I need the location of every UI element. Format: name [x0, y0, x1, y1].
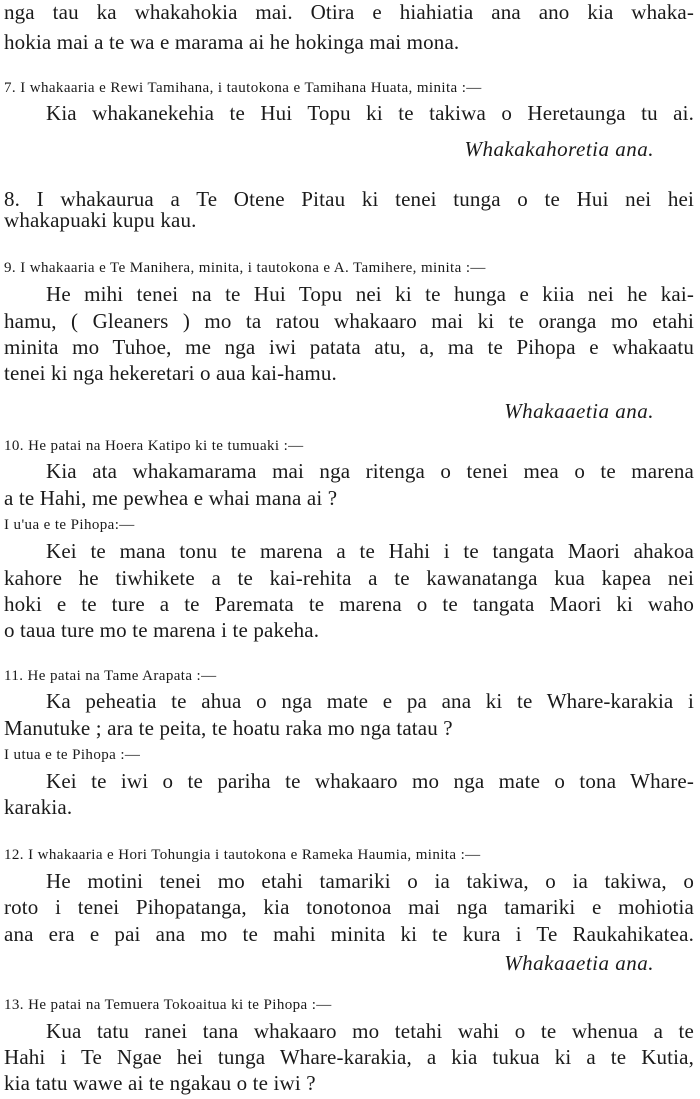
item-9-motion: He mihi tenei na te Hui Topu nei ki te hunga e kiia nei he kai-	[46, 282, 694, 306]
paragraph-line: nga tau ka whakahokia mai. Otira e hiahiatia ana ano kia whaka-	[4, 0, 694, 24]
item-10-heading: 10. He patai na Hoera Katipo ki te tumuaki :—	[4, 438, 304, 454]
item-10-question: Kia ata whakamarama mai nga ritenga o tenei mea o te marena	[46, 459, 694, 483]
item-7-result: Whakakahoretia ana.	[464, 137, 654, 161]
item-12-motion: He motini tenei mo etahi tamariki o ia takiwa, o ia takiwa, o	[46, 869, 694, 893]
item-10-question: a te Hahi, me pewhea e whai mana ai ?	[4, 486, 338, 510]
item-11-answer: Kei te iwi o te pariha te whakaaro mo nga mate o tona Whare-	[46, 769, 694, 793]
item-13-question: kia tatu wawe ai te ngakau o te iwi ?	[4, 1071, 316, 1095]
item-7-heading: 7. I whakaaria e Rewi Tamihana, i tautokona e Tamihana Huata, minita :—	[4, 80, 482, 96]
item-12-heading: 12. I whakaaria e Hori Tohungia i tautokona e Rameka Haumia, minita :—	[4, 847, 481, 863]
item-9-result: Whakaaetia ana.	[504, 399, 654, 423]
item-8-text: whakapuaki kupu kau.	[4, 208, 197, 232]
item-10-answer: Kei te mana tonu te marena a te Hahi i te tangata Maori ahakoa	[46, 539, 694, 563]
item-13-heading: 13. He patai na Temuera Tokoaitua ki te Pihopa :—	[4, 997, 332, 1013]
item-13-question: Kua tatu ranei tana whakaaro mo tetahi wahi o te whenua a te	[46, 1019, 694, 1043]
item-11-answer-heading: I utua e te Pihopa :—	[4, 747, 141, 763]
item-11-answer: karakia.	[4, 795, 73, 819]
item-12-motion: roto i tenei Pihopatanga, kia tonotonoa mai nga tamariki e mohiotia	[4, 895, 694, 919]
item-13-question: Hahi i Te Ngae hei tunga Whare-karakia, a kia tukua ki a te Kutia,	[4, 1045, 694, 1069]
item-9-motion: hamu, ( Gleaners ) mo ta ratou whakaaro mai ki te oranga mo etahi	[4, 309, 694, 333]
item-8-text: 8. I whakaurua a Te Otene Pitau ki tenei tunga o te Hui nei hei	[4, 187, 694, 211]
item-12-result: Whakaaetia ana.	[504, 951, 654, 975]
item-11-heading: 11. He patai na Tame Arapata :—	[4, 668, 217, 684]
paragraph-line: hokia mai a te wa e marama ai he hokinga mai mona.	[4, 30, 460, 54]
item-9-motion: minita mo Tuhoe, me nga iwi patata atu, a, ma te Pihopa e whakaatu	[4, 335, 694, 359]
item-7-motion: Kia whakanekehia te Hui Topu ki te takiwa o Heretaunga tu ai.	[46, 101, 694, 125]
item-10-answer: kahore he tiwhikete a te kai-rehita a te kawanatanga kua kapea nei	[4, 566, 694, 590]
item-9-motion: tenei ki nga hekeretari o aua kai-hamu.	[4, 361, 337, 385]
item-9-heading: 9. I whakaaria e Te Manihera, minita, i tautokona e A. Tamihere, minita :—	[4, 260, 486, 276]
item-11-question: Manutuke ; ara te peita, te hoatu raka mo nga tatau ?	[4, 716, 453, 740]
item-10-answer-heading: I u'ua e te Pihopa:—	[4, 517, 135, 533]
item-10-answer: o taua ture mo te marena i te pakeha.	[4, 618, 320, 642]
item-11-question: Ka peheatia te ahua o nga mate e pa ana ki te Whare-karakia i	[46, 689, 694, 713]
item-12-motion: ana era e pai ana mo te mahi minita ki te kura i Te Raukahikatea.	[4, 922, 694, 946]
item-10-answer: hoki e te ture a te Paremata te marena o te tangata Maori ki waho	[4, 592, 694, 616]
